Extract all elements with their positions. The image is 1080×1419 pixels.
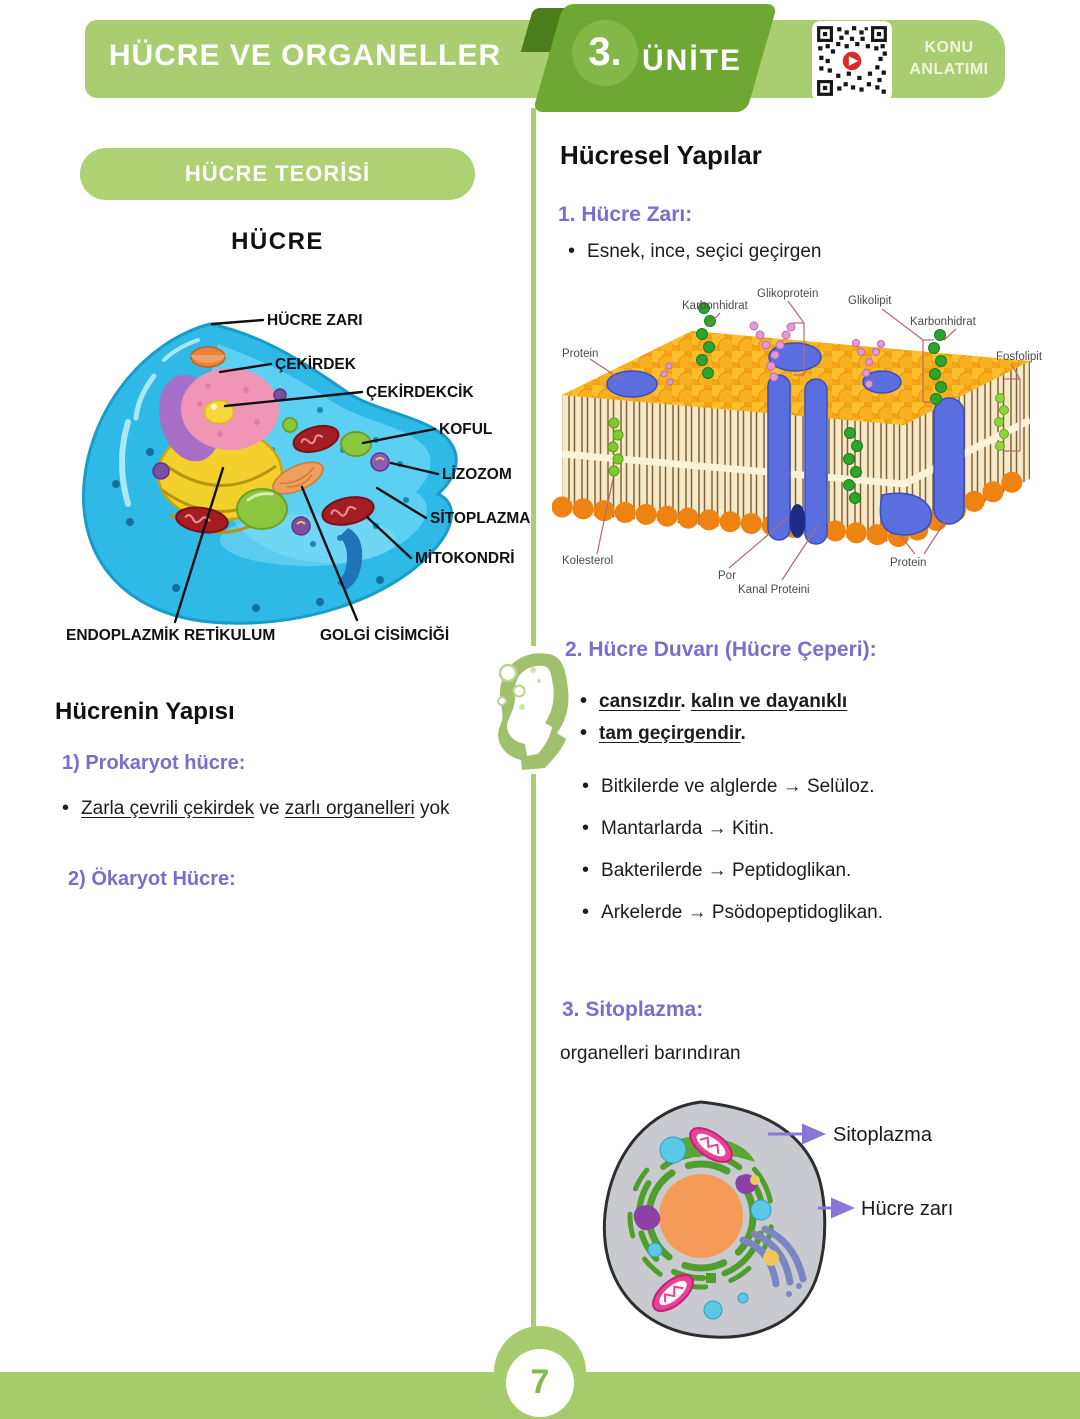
wall-material-bullet: • Bakterilerde → Peptidoglikan. [582, 859, 851, 882]
cytoplasm-section-title: 3. Sitoplazma: [562, 998, 704, 1021]
prokaryote-bullet [62, 797, 450, 820]
centriole [706, 1273, 716, 1283]
wall-material-bullet: • Mantarlarda → Kitin. [582, 817, 774, 840]
topic-badge-line1: KONU [924, 39, 974, 56]
wall-bullet-1-sep: . [680, 691, 691, 712]
theory-pill: HÜCRE TEORİSİ [80, 148, 475, 200]
label-sitoplazma: Sitoplazma [833, 1124, 932, 1146]
label-cholesterol: Kolesterol [562, 555, 614, 567]
cell-cap [191, 347, 225, 367]
wall-bullet-2-u: tam geçirgendir [599, 723, 741, 744]
simple-cell-figure [593, 1088, 1013, 1368]
label-glycoprotein: Glikoprotein [757, 288, 819, 300]
eukaryote-heading: 2) Ökaryot Hücre: [68, 868, 236, 890]
label-protein-bottom: Protein [890, 557, 927, 569]
wall-bullet-1 [580, 690, 847, 713]
cell-diagram-title: HÜCRE [231, 228, 324, 255]
label-channel-protein: Kanal Proteini [738, 584, 810, 596]
qr-code[interactable] [812, 21, 892, 101]
membrane-section-title: 1. Hücre Zarı: [558, 203, 693, 226]
topic-badge [897, 37, 1001, 81]
wall-bullet-2-end: . [740, 723, 746, 744]
right-column-title: Hücresel Yapılar [560, 140, 762, 170]
label-carb-right: Karbonhidrat [910, 316, 976, 328]
label-cytoplasm: SİTOPLAZMA [430, 510, 531, 527]
membrane-bullet: • Esnek, ince, seçici geçirgen [568, 240, 821, 263]
topic-badge-line2: ANLATIMI [909, 61, 989, 78]
wall-bullet-1-u2: kalın ve dayanıklı [690, 691, 848, 712]
label-vacuole: KOFUL [439, 421, 493, 438]
prokaryote-bullet-mid: ve [254, 798, 285, 819]
vesicle-yellow [763, 1250, 779, 1266]
label-lysosome: LİZOZOM [442, 466, 512, 483]
page-number: 7 [506, 1349, 574, 1417]
label-pore: Por [718, 570, 736, 582]
wall-bullet-2 [580, 722, 746, 745]
label-phospholipid: Fosfolipit [996, 351, 1043, 363]
prokaryote-bullet-u1: Zarla çevrili çekirdek [81, 798, 255, 819]
wall-bullet-1-u1: cansızdır [599, 691, 681, 712]
label-mitochondria: MİTOKONDRİ [415, 550, 515, 567]
prokaryote-heading: 1) Prokaryot hücre: [62, 752, 246, 774]
prokaryote-bullet-u2: zarlı organelleri [284, 798, 415, 819]
label-cell-membrane: HÜCRE ZARI [267, 312, 363, 329]
cytoplasm-note: organelleri barındıran [560, 1043, 741, 1064]
label-golgi: GOLGİ CİSİMCİĞİ [320, 627, 450, 644]
membrane-figure [552, 283, 1052, 605]
wall-material-bullet: • Arkelerde → Psödopeptidoglikan. [582, 901, 883, 924]
wall-section-title: 2. Hücre Duvarı (Hücre Çeperi): [565, 638, 877, 661]
nucleolus-shape [205, 401, 234, 424]
pore-opening [790, 504, 806, 538]
label-nucleus: ÇEKİRDEK [275, 356, 356, 373]
prokaryote-bullet-end: yok [414, 798, 450, 819]
unit-label: ÜNİTE [642, 44, 742, 77]
animal-cell-figure [58, 302, 533, 650]
label-hucre-zari: Hücre zarı [861, 1198, 954, 1220]
qr-pattern [815, 24, 889, 98]
label-nucleolus: ÇEKİRDEKCİK [366, 384, 474, 401]
structure-heading: Hücrenin Yapısı [55, 698, 235, 725]
label-glycolipid: Glikolipit [848, 295, 892, 307]
label-carb-left: Karbonhidrat [682, 300, 748, 312]
nucleus-shape [659, 1174, 743, 1258]
unit-number-badge: 3. [572, 20, 638, 86]
label-protein-top: Protein [562, 348, 599, 360]
wall-material-bullet: • Bitkilerde ve alglerde → Selüloz. [582, 775, 875, 798]
label-er: ENDOPLAZMİK RETİKULUM [66, 627, 276, 644]
page-title: HÜCRE VE ORGANELLER [108, 39, 502, 72]
